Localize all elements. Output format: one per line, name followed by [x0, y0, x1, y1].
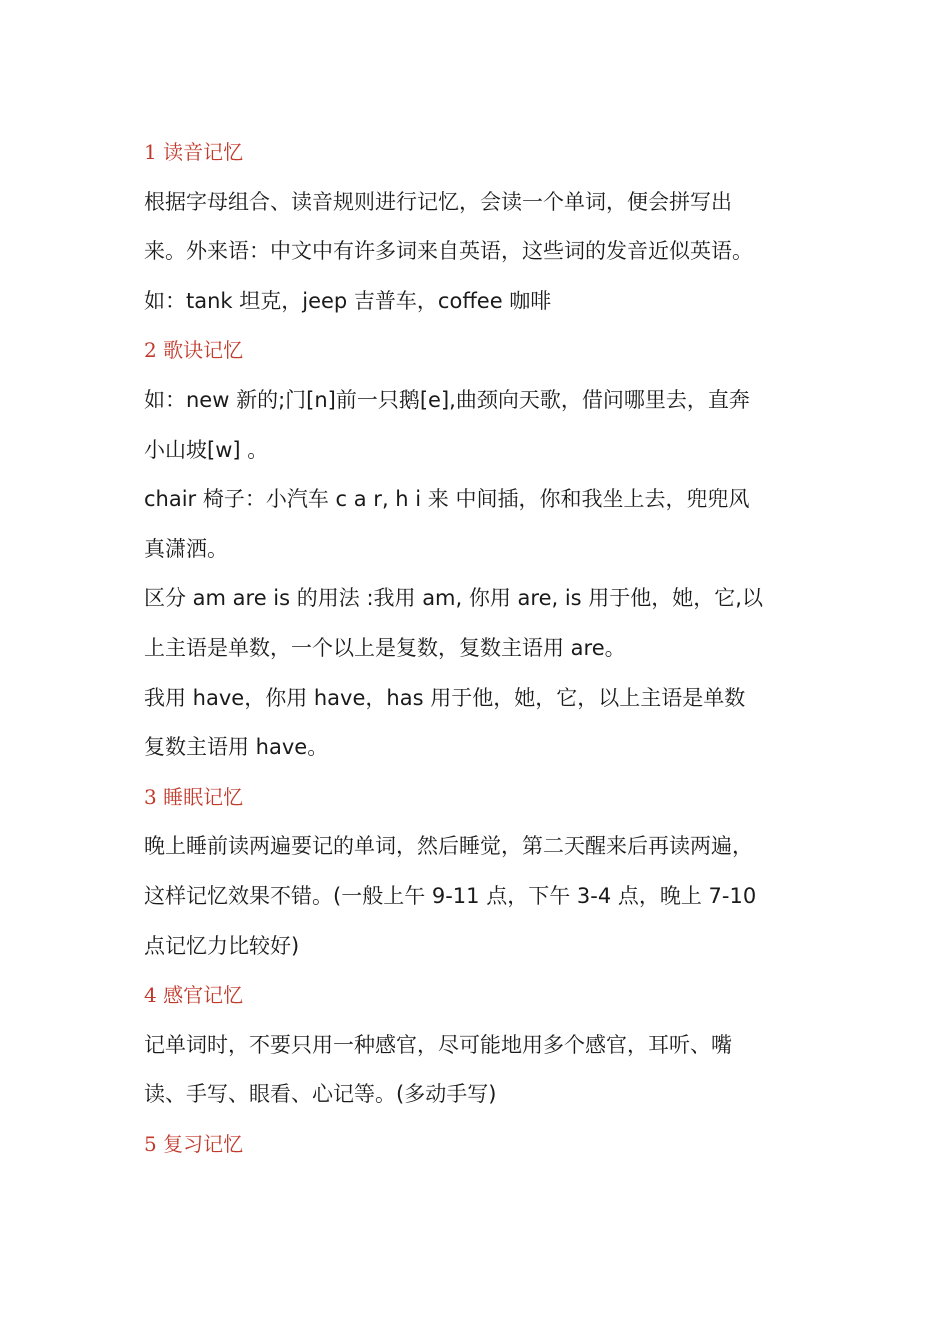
paragraph-line: 真潇洒。	[144, 536, 228, 561]
section-heading-2: 2 歌诀记忆	[144, 338, 244, 363]
paragraph-line: 读、手写、眼看、心记等。(多动手写)	[144, 1082, 497, 1107]
paragraph-line: 上主语是单数，一个以上是复数，复数主语用 are。	[144, 635, 626, 660]
paragraph-line: chair 椅子：小汽车 c a r, h i 来 中间插，你和我坐上去，兜兜风	[144, 487, 750, 512]
section-heading-3: 3 睡眠记忆	[144, 784, 244, 809]
paragraph-line: 区分 am are is 的用法 :我用 am, 你用 are, is 用于他，她，它,以	[144, 586, 763, 611]
paragraph-line: 如：new 新的;门[n]前一只鹅[e],曲颈向天歌，借问哪里去，直奔	[144, 387, 750, 412]
paragraph-line: 点记忆力比较好)	[144, 933, 300, 958]
document-body	[144, 128, 824, 1169]
paragraph-line: 小山坡[w] 。	[144, 437, 269, 462]
paragraph-line: 这样记忆效果不错。(一般上午 9-11 点，下午 3-4 点，晚上 7-10	[144, 883, 757, 908]
paragraph-line: 如：tank 坦克，jeep 吉普车，coffee 咖啡	[144, 288, 552, 313]
paragraph-line: 晚上睡前读两遍要记的单词，然后睡觉，第二天醒来后再读两遍，	[144, 834, 753, 859]
paragraph-line: 我用 have，你用 have，has 用于他，她，它，以上主语是单数	[144, 685, 746, 710]
paragraph-line: 记单词时，不要只用一种感官，尽可能地用多个感官，耳听、嘴	[144, 1032, 732, 1057]
paragraph-line: 来。外来语：中文中有许多词来自英语，这些词的发音近似英语。	[144, 239, 753, 264]
paragraph-line: 根据字母组合、读音规则进行记忆，会读一个单词，便会拼写出	[144, 189, 732, 214]
section-heading-5: 5 复习记忆	[144, 1131, 244, 1156]
section-heading-4: 4 感官记忆	[144, 983, 244, 1008]
paragraph-line: 复数主语用 have。	[144, 735, 329, 760]
section-heading-1: 1 读音记忆	[144, 140, 244, 164]
